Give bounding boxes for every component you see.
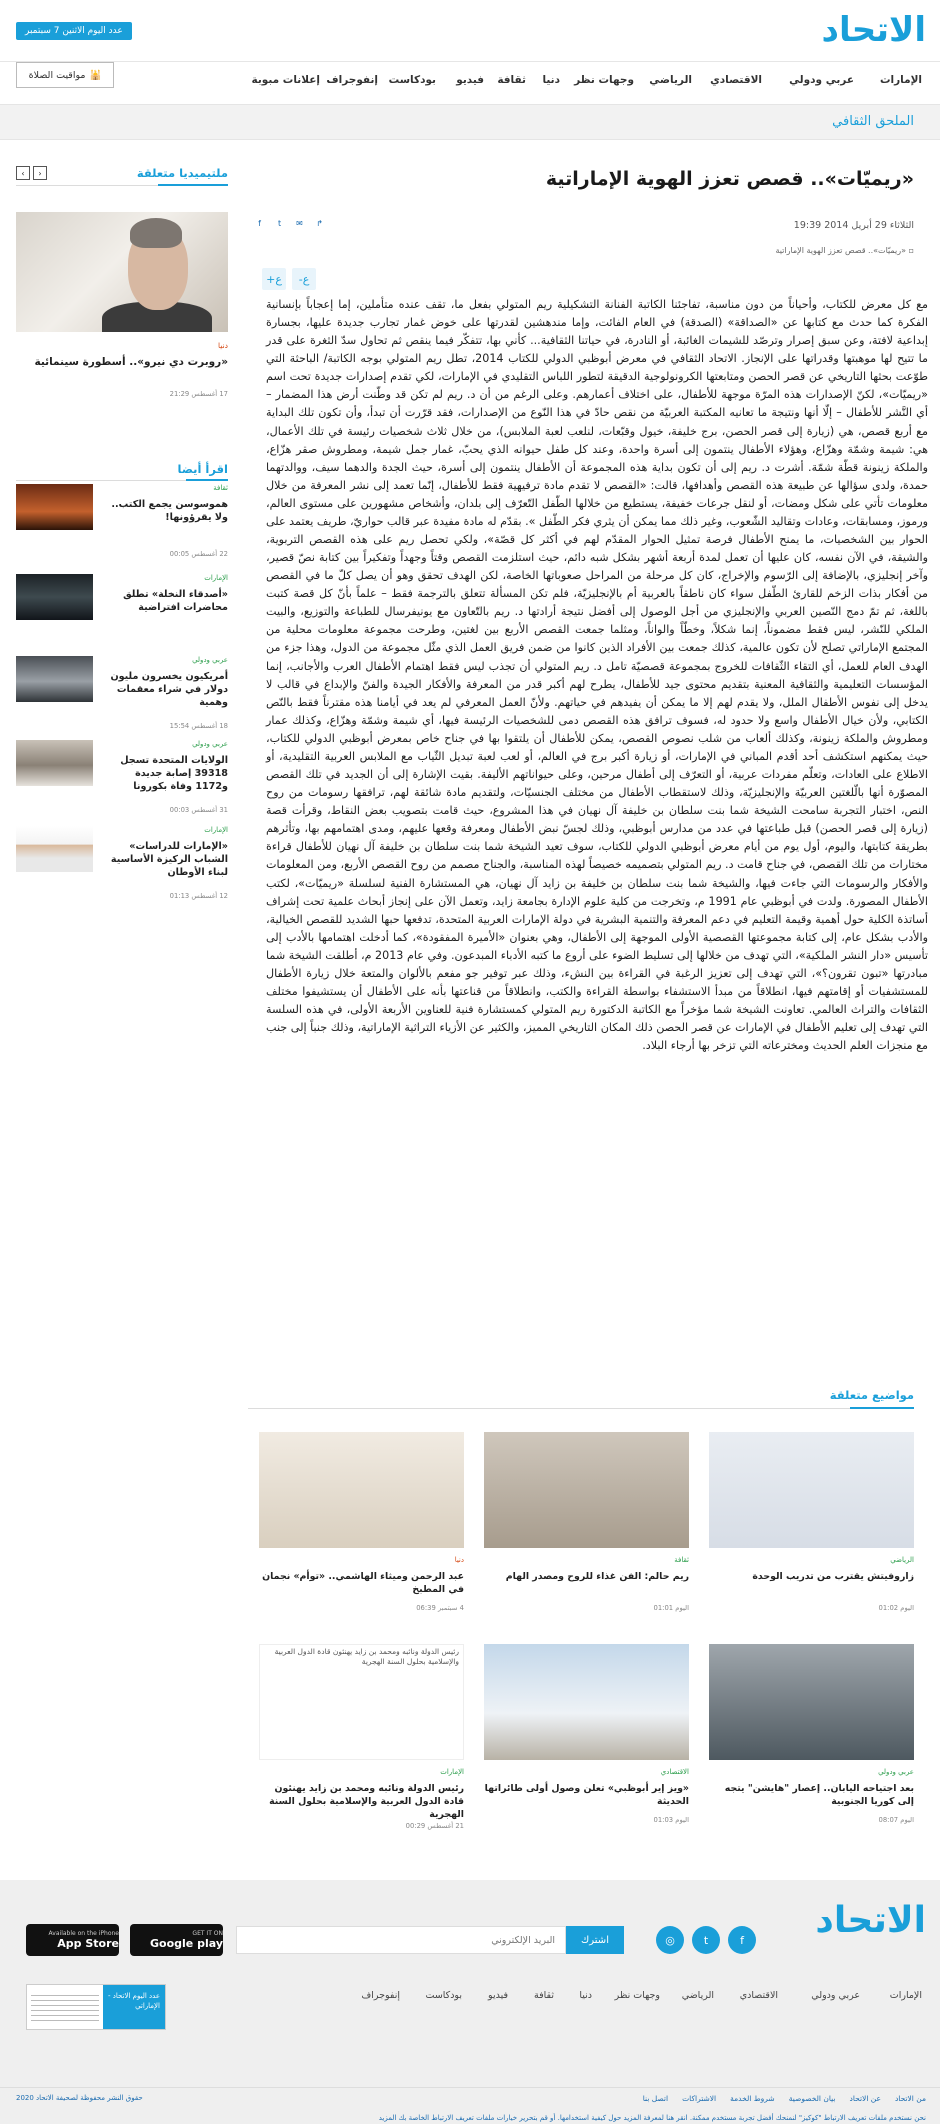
footer-nav-sports[interactable]: الرياضي: [681, 1990, 714, 2001]
related-card-title[interactable]: رئيس الدولة ونائبه ومحمد بن زايد يهنئون قادة الدول العربية والإسلامية بحلول السنة الهجرية: [269, 1783, 464, 1820]
related-card-date: اليوم 01:01: [653, 1604, 689, 1612]
divider: [248, 1408, 914, 1409]
list-item[interactable]: [16, 826, 228, 900]
top-header: [0, 0, 940, 62]
footer-nav-emirates[interactable]: الإمارات: [889, 1990, 922, 2001]
related-card-image[interactable]: [259, 1432, 464, 1548]
footer-link[interactable]: اتصل بنا: [642, 2094, 669, 2103]
store-small-label: GET IT ON: [192, 1930, 223, 1937]
subscribe-button[interactable]: اشترك: [566, 1926, 624, 1954]
related-card-tag[interactable]: الرياضي: [890, 1556, 914, 1564]
related-card-tag[interactable]: الإمارات: [440, 1768, 464, 1776]
store-small-label: Available on the iPhone: [48, 1930, 119, 1937]
list-item[interactable]: [16, 740, 228, 814]
list-item-date: 31 أغسطس 00:03: [169, 806, 228, 814]
prayer-times-button[interactable]: [16, 62, 114, 88]
thumbnail[interactable]: [16, 656, 93, 702]
list-item-tag[interactable]: عربي ودولي: [192, 740, 228, 748]
twitter-icon[interactable]: t: [277, 219, 282, 228]
nav-item-opinion[interactable]: وجهات نظر: [574, 74, 634, 86]
multimedia-date: 17 أغسطس 21:29: [169, 390, 228, 398]
image-figure: [130, 218, 182, 248]
list-item-date: 22 أغسطس 00:05: [169, 550, 228, 558]
cookie-notice[interactable]: نحن نستخدم ملفات تعريف الارتباط "كوكيز" لنمنحك أفضل تجربة مستخدم ممكنة. انقر هنا لمعرفة المزيد حول كيفية استخدامها. أو قم بتحرير خيارات ملفات تعريف الارتباط الخاصة بك المزيد: [378, 2114, 926, 2122]
carousel-arrows: [16, 166, 47, 180]
footer-nav-donia[interactable]: دنيا: [579, 1990, 592, 2001]
today-paper-thumbnail[interactable]: [26, 1984, 166, 2030]
broken-image-icon: ▫: [908, 246, 914, 255]
related-card-title[interactable]: «ويز إير أبوظبي» تعلن وصول أولى طائراتها الحديثة: [484, 1783, 689, 1807]
social-links: [656, 1926, 756, 1954]
list-item[interactable]: [16, 656, 228, 730]
related-card-title[interactable]: بعد اجتياحه اليابان.. إعصار "هايشن" يتجه إلى كوريا الجنوبية: [724, 1783, 914, 1807]
font-increase-button[interactable]: ع+: [262, 268, 286, 290]
footer-nav-opinion[interactable]: وجهات نظر: [614, 1990, 660, 2001]
footer-links: [643, 2094, 926, 2103]
footer-link[interactable]: الاشتراكات: [682, 2094, 717, 2103]
store-label: App Store: [57, 1937, 119, 1950]
related-card-image[interactable]: [259, 1644, 464, 1760]
related-card-image[interactable]: [709, 1432, 914, 1548]
related-heading: مواضيع متعلقة: [829, 1388, 914, 1402]
paper-preview: [31, 1991, 99, 2025]
related-card-tag[interactable]: دنيا: [454, 1556, 464, 1564]
list-item-title[interactable]: «الإمارات للدراسات» الشباب الركيزة الأساسية لبناء الأوطان: [110, 841, 228, 878]
chevron-right-icon[interactable]: ›: [16, 166, 30, 180]
footer-link[interactable]: من الاتحاد: [894, 2094, 926, 2103]
share-bar: [252, 216, 327, 231]
heading-underline: [186, 479, 228, 481]
nav-item-economy[interactable]: الاقتصادي: [710, 74, 762, 86]
related-card[interactable]: [484, 1644, 689, 1834]
related-card-title[interactable]: ريم حالم: الفن غذاء للروح ومصدر الهام: [505, 1571, 689, 1582]
related-card-title[interactable]: زاروفيتش يقترب من تدريب الوحدة: [752, 1571, 914, 1582]
facebook-icon[interactable]: f: [258, 219, 261, 228]
today-issue-button[interactable]: عدد اليوم الاثنين 7 سبتمبر: [16, 22, 132, 40]
footer: [0, 1880, 940, 2124]
today-paper-label: عدد اليوم الاتحاد - الإماراتي: [103, 1985, 165, 2029]
broken-image-alt: رئيس الدولة ونائبه ومحمد بن زايد يهنئون قادة الدول العربية والإسلامية بحلول السنة الهجرية: [274, 1647, 459, 1666]
multimedia-title[interactable]: «روبرت دي نيرو».. أسطورة سينمائية: [34, 356, 228, 368]
related-card[interactable]: [259, 1644, 464, 1834]
footer-link[interactable]: عن الاتحاد: [849, 2094, 881, 2103]
email-icon[interactable]: ✉: [296, 219, 303, 228]
thumbnail[interactable]: [16, 484, 93, 530]
heading-underline: [158, 184, 228, 186]
chevron-left-icon[interactable]: ‹: [33, 166, 47, 180]
list-item[interactable]: [16, 574, 228, 648]
list-item-tag[interactable]: عربي ودولي: [192, 656, 228, 664]
article-title: «ريميّات».. قصص تعزز الهوية الإماراتية: [545, 168, 914, 190]
multimedia-heading: ملتيميديا متعلقة: [136, 166, 228, 180]
nav-item-video[interactable]: فيديو: [456, 74, 484, 86]
footer-logo[interactable]: الاتحاد: [815, 1900, 926, 1941]
footer-nav-culture[interactable]: ثقافة: [534, 1990, 554, 2001]
list-item-date: 12 أغسطس 01:13: [169, 892, 228, 900]
list-item[interactable]: [16, 484, 228, 558]
email-field[interactable]: [236, 1926, 566, 1954]
section-band: [0, 104, 940, 140]
footer-nav-world[interactable]: عربي ودولي: [811, 1990, 860, 2001]
related-card-tag[interactable]: عربي ودولي: [878, 1768, 914, 1776]
main-nav: [0, 62, 940, 100]
article-date: الثلاثاء 29 أبريل 2014 19:39: [793, 220, 914, 231]
newsletter-form: [236, 1926, 624, 1954]
site-logo[interactable]: الاتحاد: [821, 10, 926, 50]
thumbnail[interactable]: [16, 826, 93, 872]
list-item-tag[interactable]: الإمارات: [204, 574, 228, 582]
multimedia-tag[interactable]: دنيا: [218, 341, 228, 350]
related-card[interactable]: [709, 1644, 914, 1834]
list-item-title[interactable]: «أصدقاء النخلة» تطلق محاضرات افتراضية: [123, 589, 228, 613]
section-title[interactable]: الملحق الثقافي: [832, 114, 914, 129]
copyright: حقوق النشر محفوظة لصحيفة الاتحاد 2020: [16, 2094, 143, 2102]
footer-link[interactable]: شروط الخدمة: [730, 2094, 775, 2103]
related-card[interactable]: [259, 1432, 464, 1616]
nav-item-culture[interactable]: ثقافة: [497, 74, 526, 86]
thumbnail[interactable]: [16, 574, 93, 620]
related-card[interactable]: [709, 1432, 914, 1616]
list-item-date: 18 أغسطس 15:54: [169, 722, 228, 730]
heading-underline: [850, 1407, 914, 1409]
related-card-tag[interactable]: ثقافة: [674, 1556, 689, 1564]
related-card-date: اليوم 08:07: [878, 1816, 914, 1824]
read-also-heading: اقرأ أيضا: [177, 462, 228, 476]
multimedia-image[interactable]: [16, 212, 228, 332]
related-card-image[interactable]: [484, 1432, 689, 1548]
nav-item-world[interactable]: عربي ودولي: [789, 74, 854, 86]
footer-nav-video[interactable]: فيديو: [488, 1990, 508, 2001]
broken-image-caption: ▫ «ريميّات».. قصص تعزز الهوية الإماراتية: [775, 246, 914, 255]
list-item-title[interactable]: هموسوسن يجمع الكتب.. ولا يقرؤونها!: [111, 499, 228, 523]
footer-nav-economy[interactable]: الاقتصادي: [739, 1990, 778, 2001]
article-body: [266, 296, 928, 1055]
related-card-image[interactable]: [484, 1644, 689, 1760]
related-card-title[interactable]: عبد الرحمن وميثاء الهاشمي.. «توأم» نجمان في المطبخ: [262, 1571, 464, 1595]
prayer-times-label: مواقيت الصلاة: [28, 69, 86, 81]
related-card-image[interactable]: [709, 1644, 914, 1760]
list-item-tag[interactable]: ثقافة: [213, 484, 228, 492]
font-decrease-button[interactable]: ع-: [292, 268, 316, 290]
list-item-title[interactable]: أمريكيون يخسرون مليون دولار في شراء معقمات وهمية: [110, 671, 228, 708]
related-card-date: اليوم 01:03: [653, 1816, 689, 1824]
google-play-button[interactable]: [130, 1924, 223, 1956]
related-card-date: اليوم 01:02: [878, 1604, 914, 1612]
store-label: Google play: [150, 1937, 223, 1950]
nav-item-podcast[interactable]: بودكاست: [388, 74, 436, 86]
related-card[interactable]: [484, 1432, 689, 1616]
divider: [0, 2087, 940, 2088]
instagram-icon[interactable]: ◎: [656, 1926, 684, 1954]
related-card-tag[interactable]: الاقتصادي: [660, 1768, 689, 1776]
article-paragraph: مع كل معرض للكتاب، وأحياناً من دون مناسبة، تفاجئنا الكاتبة الفنانة التشكيلية ريم المتولي بفعل ما، تقف عنده متأملين، إما إعجاباً بإنسانية الفكرة كما حدث مع كتابها عن «الصداقة» (الصدقة) في العام الفائت، وإما مندهشين لقدرتها على خوض غمار تجارب جديدة عليها، بجسارة إبداعية لافتة، وعن سبق إصرار وترصّد للشيمات الغائبة، أو النادرة، في حياتنا الثقافية... كأني بها، تتفكّر فيما ينقص ثم تحاول سدّ الثغرة على قدر ما تتيح لها موهبتها وقدراتها على الإنجاز. الاتحاد الثقافي في معرض أبوظبي الدولي للكتاب 2014، تطل ريم المتولي بوجه الكاتبة/ الباحثة التي طوّعت بحثها التاريخي عن قصر الحصن ومتابعتها الكرونولوجية الدقيقة لتطور اللباس التقليدي في الإمارات، لكي تقدم إصدارات جديدة تحت اسم «ريميّات»، لكنّ الإصدارات هذه المرّة موجهة للأطفال، على اختلاف أعمارهم. وعلى الرغم من أن د. ريم لم تكن قد وطّنت أرض هذا المضمار – أي النَّشر للأطفال – إلّا أنها ونتيجة ما تعانيه المكتبة العربيّة من نقص حادّ في هذا النّوع من الإصدارات، فقد قرّرت أن تبدأ، وأن تكون تلك البداية مع أربع قصص، هي (زيارة إلى قصر الحصن، برج خليفة، خيول وقبّعات، لنلعب لعبة الملابس)، من خلال ثلاث شخصيات رئيسة في تلك الأعمال، هي: شيمة وشمّة وهزّاع، وهؤلاء الأطفال ينتمون إلى أسرة واحدة، وعند كل طفل حيوانه الذي يحبّ، غمار جمل شيمة، ومطروش صقر هزّاع، والملكة زينونة قطّة شمّة. أشرت د. ريم إلى أن تكون بداية هذه المجموعة أن الأطفال ينتمون إلى أسرة، حيث الجدة والدهما سيف، ووالدتهما حمدة، ولدى سؤالها عن طبيعة هذه القصص وأهدافها، قالت: «القصص لا تقدم مادة ترفيهية فقط للأطفال، إنّما تعمد إلى نشر المعرفة من خلال معلومات تأتي على شكل ومضات، أو لنقل جرعات خفيفة، يستطيع من خلالها الطّفل التّعرّف إلى بلدان، وأشخاص مشهورين على مستوى العالم، ورموز، ومسابقات، وعادات وتقاليد الشّعوب، وغير ذلك مما يمكن أن يثري فكر الطّفل ». بقدّم له مادة مفيدة عبر قالب حواريّ، طريف يعتمد على الحوار بين الشخصيات، ما يمنح الأطفال فرصة تمثيل الحوار المقدّم لهم في أكثر كل قصّة»، ولكي تحصل ريم على هذه القصص التربوية، والشيقة، في الآن نفسه، كان عليها أن تعمل لمدة أربعة أشهر بشكل شبه دائم، حيث استلزمت القصص وقتاً وجهداً وتفكيراً بين كتابة نصّ قصير، وآخر إنجليزي، بالإضافة إلى الرّسوم والإخراج، كان كل مرحلة من المراحل صعوباتها الخاصة، لكن الهدف تحقق وهو أن يصل كلّ ما في القصص من أفكار بذات الزخم للقارئ الطّفل سواء كان ناطقاً بالعربية أم بالإنجليزيّة، فلم تكن المسألة تتعلق بالترجمة فقط – علماً بأنّ كل قصة كتبت باللغة، ثم تمّ دمج النّصين العربي والإنجليزي من أجل الوصول إلى أفضل نتيجة أرادتها د. ريم بالتّعاون مع يونيفرسال للطباعة والتوزيع، والبيت الملكي للنّشر، ليس فقط مضموناً، إنما شكلاً، وخطّاً والواناً، ومثلما جمعت القصص الأربع بين لغتين، وطرحت مجموعة معلومات محلية من المجتمع الإماراتي تصلح لأن تكون عالمية، كذلك جمعت بين الأفراد الذين كانوا من ضمن فريق العمل الذي مثّل مجموعة من الدول، وهذا جزء من الهدف العام للعمل، أي التقاء الثّقافات للخروج بمجموعة قصصيّة تامل د. ريم المتولي أن تجذب ليس فقط اهتمام الأطفال العرب والأجانب، إنما المؤسسات التعليمية والثقافية المعنية بتقديم محتوى جيد للأطفال، يطرح لهم أكبر قدر من المعرفة والأفكار الجيدة والفنّ والإبداع في قالب لا يدخل إلى نفوس الأطفال الملل، ولا يقدم لهم إلا ما يمكن أن يفيدهم في حياتهم. ولأنّ العمل المعرفي لم يعد في أيامنا هذه مقترناً فقط بالنّص الكتابي، ولأن خيال الأطفال واسع ولا حدود له، فسوف ترافق هذه القصص دمى للشخصيات الرئيسة فيها، أي شيمة وشمّة وهزّاع، وكذلك عمار ومطروش والملكة زينونة، وكذلك ألعاب من شلب نصوص القصص، يمكن للأطفال أن يلتقوا بها في جناح خاص بمعرض أبوظبي الدولي للكتاب، حيث يمكنهم استكشف أحد أقدم المباني في الإمارات، أو زيارة أكبر برج في العالم، أو لعب لعبة تبديل الثّياب مع الملابس العربية التقليدية، أو الاطلاع على العادات، وتعلّم مفردات عربية، أو التعرّف إلى أطفال مرحين، وعلى حيواناتهم الأليفة. بقيت الإشارة إلى أن الجديد في تلك القصص المصوّرة أنها بالّلغتين العربيّة والإنجليزيّة، وذلك لاستقطاب الأطفال من مختلف الجنسيّات، ولتقديم مادة شائقة لهم، ترافقها رسومات من روح النص، اختبار التجربة سامحت الشيخة شما بنت سلطان بن خليفة آل نهيان في هذا المشروع، حيث قامت بتصويب بعض النقاط، وقرأت قصة (زيارة إلى قصر الحصن) قبل طباعتها في عدد من مدارس أبوظبي، وذلك لجسّ نبض الأطفال ومعرفة وقعها عليهم، ومدى اهتمامهم بها، وتأثرهم بطريقة كتابتها، واليوم، أول يوم من أيام معرض أبوظبي الدولي للكتاب، سوف تعيد الشيخة شما بنت سلطان بن خليفة آل نهيان للأطفال قراءة مختارات من تلك القصص، في جناح قامت د. ريم المتولي بتصميمه خصيصاً لهذه المناسبة، والجناح مصمم من روح القصص الأربع، ومن المعلومات والأفكار والرسومات التي جاءت فيها، والشيخة شما بنت سلطان بن خليفة بن زايد آل نهيان، هي المستشارة الفنية لسلسلة «ريميّات»، لكتب الأطفال المصورة. ولدت في أبوظبي عام 1991 م، وتخرجت من كلية علوم الإدارة بجامعة زايد، وتعمل الآن على إنجاز أبحاث علمية تحت إشراف أساتذة الكلية حول أهمية وقيمة التعليم في دعم المعرفة والتنمية البشرية في دولة الإمارات العربية المتحدة، تدفعها حبها الشديد للقصص الخيالية، والأدب بشكل عام، إلى كتابة مجموعتها القصصية الأولى الموجهة إلى الأطفال، وهي بعنوان «الأميرة المفقودة»، كما أدخلت اهتمامها بالأدب إلى تأسيس «دار النشر الملكية»، التي تهدف من خلالها إلى تسليط الضوء على أروع ما كتبه الأدباء المبدعون. وفي عام 2013 م، أطلقت الشيخة شما مبادرتها «تبون تقرون؟»، التي تهدف إلى تعزيز الرغبة في القراءة بين النشء، وذلك عبر توفير جو مفعم بالألوان والمتعة خلال زيارة الأطفال للمستشفيات أو إقامتهم فيها، انطلاقاً من مبدأ الاستشفاء بواسطة القراءة والكتب، وانطلاقاً من قناعتها بأنه على الأطفال أن يستشيفوا مختلف الثقافات والتراث العالمي. تعاونت الشيخة شما مؤخراً مع الكاتبة الدكتورة ريم المتولي كمستشارة فنية للعناوين الأربعة الأولى، في هذه السلسة التي تهدف إلى تعليم الأطفال في الإمارات عن قصر الحصن ذلك المكان التاريخي المميز، والكثير عن الأزياء التراثية الإماراتية، وذلك جنباً إلى جنب مع منجزات العلم الحديث ومخترعاته التي تزخر بها أرجاء البلاد.: [266, 298, 928, 1053]
nav-item-infograph[interactable]: إنفوجراف: [326, 74, 378, 86]
nav-item-classifieds[interactable]: إعلانات مبوبة: [251, 74, 320, 86]
font-size-controls: [262, 268, 316, 290]
related-card-date: 4 سبتمبر 06:39: [416, 1604, 464, 1612]
list-item-title[interactable]: الولايات المتحدة تسجل 39318 إصابة جديدة و1172 وفاة بكورونا: [120, 755, 228, 792]
mosque-icon: 🕌: [89, 69, 102, 81]
nav-item-sports[interactable]: الرياضي: [649, 74, 692, 86]
footer-nav-podcast[interactable]: بودكاست: [425, 1990, 462, 2001]
thumbnail[interactable]: [16, 740, 93, 786]
twitter-icon[interactable]: t: [692, 1926, 720, 1954]
app-store-button[interactable]: [26, 1924, 119, 1956]
facebook-icon[interactable]: f: [728, 1926, 756, 1954]
nav-item-donia[interactable]: دنيا: [542, 74, 560, 86]
list-item-tag[interactable]: الإمارات: [204, 826, 228, 834]
related-card-date: 21 أغسطس 00:29: [405, 1822, 464, 1830]
footer-nav-infograph[interactable]: إنفوجراف: [361, 1990, 400, 2001]
footer-link[interactable]: بيان الخصوصية: [788, 2094, 836, 2103]
nav-item-emirates[interactable]: الإمارات: [879, 74, 922, 86]
share-icon[interactable]: ↱: [316, 219, 323, 228]
